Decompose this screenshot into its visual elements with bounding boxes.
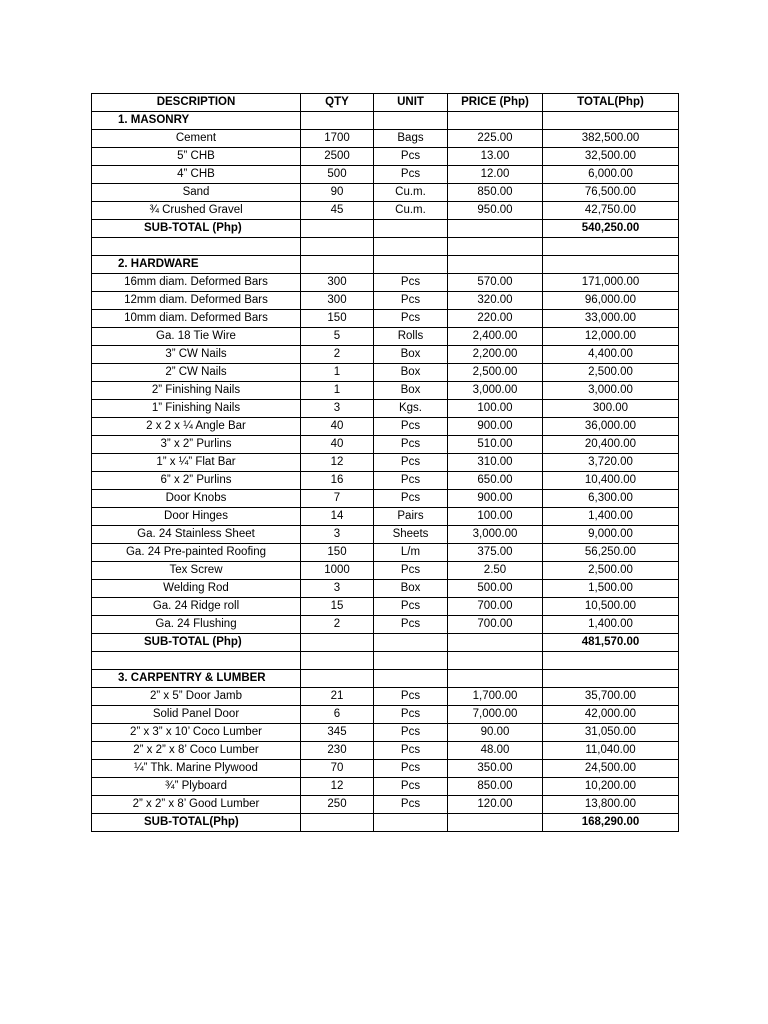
item-description: Solid Panel Door [92, 706, 301, 724]
item-qty: 21 [301, 688, 374, 706]
item-unit: Cu.m. [374, 184, 448, 202]
item-qty: 16 [301, 472, 374, 490]
item-description: 2” CW Nails [92, 364, 301, 382]
item-unit: Box [374, 346, 448, 364]
table-row [92, 472, 679, 490]
header-total: TOTAL(Php) [543, 94, 679, 112]
subtotal-value: 168,290.00 [543, 814, 679, 832]
header-price: PRICE (Php) [448, 94, 543, 112]
item-price: 375.00 [448, 544, 543, 562]
item-description: 3” x 2” Purlins [92, 436, 301, 454]
item-qty: 2 [301, 346, 374, 364]
item-price: 3,000.00 [448, 382, 543, 400]
table-row [92, 202, 679, 220]
item-unit: Pairs [374, 508, 448, 526]
header-unit: UNIT [374, 94, 448, 112]
subtotal-row [92, 814, 679, 832]
table-row [92, 778, 679, 796]
item-unit: Pcs [374, 472, 448, 490]
item-description: 3” CW Nails [92, 346, 301, 364]
item-description: 12mm diam. Deformed Bars [92, 292, 301, 310]
item-qty: 7 [301, 490, 374, 508]
item-unit: Pcs [374, 598, 448, 616]
table-row [92, 544, 679, 562]
subtotal-label: SUB-TOTAL(Php) [92, 814, 301, 832]
item-total: 31,050.00 [543, 724, 679, 742]
item-qty: 14 [301, 508, 374, 526]
subtotal-value: 481,570.00 [543, 634, 679, 652]
table-row [92, 796, 679, 814]
empty-cell [374, 112, 448, 130]
item-total: 6,300.00 [543, 490, 679, 508]
item-description: 6” x 2” Purlins [92, 472, 301, 490]
spacer-row [92, 652, 679, 670]
empty-cell [301, 112, 374, 130]
item-unit: Pcs [374, 796, 448, 814]
item-price: 650.00 [448, 472, 543, 490]
item-unit: Pcs [374, 760, 448, 778]
item-qty: 300 [301, 292, 374, 310]
item-unit: Cu.m. [374, 202, 448, 220]
item-unit: Pcs [374, 778, 448, 796]
item-description: 16mm diam. Deformed Bars [92, 274, 301, 292]
item-total: 2,500.00 [543, 562, 679, 580]
item-total: 3,000.00 [543, 382, 679, 400]
item-description: Tex Screw [92, 562, 301, 580]
empty-cell [543, 652, 679, 670]
item-price: 900.00 [448, 418, 543, 436]
table-row [92, 364, 679, 382]
empty-cell [448, 652, 543, 670]
item-total: 76,500.00 [543, 184, 679, 202]
item-description: Ga. 24 Pre-painted Roofing [92, 544, 301, 562]
item-description: Sand [92, 184, 301, 202]
item-qty: 45 [301, 202, 374, 220]
table-row [92, 310, 679, 328]
section-title: 2. HARDWARE [92, 256, 301, 274]
section-title: 1. MASONRY [92, 112, 301, 130]
table-row [92, 490, 679, 508]
item-price: 1,700.00 [448, 688, 543, 706]
item-price: 2,400.00 [448, 328, 543, 346]
item-unit: Rolls [374, 328, 448, 346]
table-row [92, 742, 679, 760]
item-total: 33,000.00 [543, 310, 679, 328]
item-qty: 500 [301, 166, 374, 184]
header-description: DESCRIPTION [92, 94, 301, 112]
item-total: 13,800.00 [543, 796, 679, 814]
table-row [92, 580, 679, 598]
table-row [92, 184, 679, 202]
item-price: 850.00 [448, 778, 543, 796]
item-total: 56,250.00 [543, 544, 679, 562]
item-total: 10,400.00 [543, 472, 679, 490]
item-qty: 150 [301, 544, 374, 562]
item-total: 42,750.00 [543, 202, 679, 220]
empty-cell [374, 814, 448, 832]
empty-cell [448, 670, 543, 688]
item-unit: Box [374, 580, 448, 598]
item-description: Ga. 24 Flushing [92, 616, 301, 634]
table-row [92, 166, 679, 184]
item-qty: 12 [301, 454, 374, 472]
subtotal-value: 540,250.00 [543, 220, 679, 238]
item-total: 24,500.00 [543, 760, 679, 778]
item-total: 6,000.00 [543, 166, 679, 184]
subtotal-row [92, 634, 679, 652]
item-unit: Box [374, 382, 448, 400]
empty-cell [301, 256, 374, 274]
empty-cell [448, 814, 543, 832]
item-total: 4,400.00 [543, 346, 679, 364]
item-price: 950.00 [448, 202, 543, 220]
item-unit: Box [374, 364, 448, 382]
table-row [92, 346, 679, 364]
item-qty: 2 [301, 616, 374, 634]
item-unit: Pcs [374, 436, 448, 454]
empty-cell [543, 112, 679, 130]
empty-cell [374, 256, 448, 274]
empty-cell [301, 670, 374, 688]
item-total: 10,500.00 [543, 598, 679, 616]
item-description: 2” x 2” x 8’ Coco Lumber [92, 742, 301, 760]
item-price: 700.00 [448, 598, 543, 616]
item-description: 2” x 2” x 8’ Good Lumber [92, 796, 301, 814]
item-total: 382,500.00 [543, 130, 679, 148]
table-row [92, 418, 679, 436]
item-description: 2” Finishing Nails [92, 382, 301, 400]
item-qty: 3 [301, 526, 374, 544]
item-total: 1,400.00 [543, 508, 679, 526]
item-unit: Pcs [374, 292, 448, 310]
item-qty: 345 [301, 724, 374, 742]
item-unit: Pcs [374, 148, 448, 166]
item-total: 300.00 [543, 400, 679, 418]
item-total: 35,700.00 [543, 688, 679, 706]
item-price: 120.00 [448, 796, 543, 814]
item-description: ¾ Crushed Gravel [92, 202, 301, 220]
empty-cell [543, 238, 679, 256]
item-qty: 150 [301, 310, 374, 328]
item-qty: 1000 [301, 562, 374, 580]
item-qty: 15 [301, 598, 374, 616]
item-total: 32,500.00 [543, 148, 679, 166]
section-header-row [92, 670, 679, 688]
item-description: Door Hinges [92, 508, 301, 526]
item-price: 320.00 [448, 292, 543, 310]
item-unit: Pcs [374, 490, 448, 508]
item-price: 12.00 [448, 166, 543, 184]
item-total: 2,500.00 [543, 364, 679, 382]
table-row [92, 274, 679, 292]
item-unit: L/m [374, 544, 448, 562]
table-row [92, 130, 679, 148]
item-description: 1” x ¼” Flat Bar [92, 454, 301, 472]
item-qty: 230 [301, 742, 374, 760]
empty-cell [301, 652, 374, 670]
table-body [92, 94, 679, 832]
header-qty: QTY [301, 94, 374, 112]
item-unit: Pcs [374, 418, 448, 436]
item-price: 2,500.00 [448, 364, 543, 382]
empty-cell [543, 256, 679, 274]
item-price: 220.00 [448, 310, 543, 328]
item-description: Welding Rod [92, 580, 301, 598]
item-price: 350.00 [448, 760, 543, 778]
item-qty: 12 [301, 778, 374, 796]
item-price: 570.00 [448, 274, 543, 292]
item-price: 510.00 [448, 436, 543, 454]
empty-cell [448, 256, 543, 274]
item-price: 7,000.00 [448, 706, 543, 724]
empty-cell [448, 634, 543, 652]
item-description: 2 x 2 x ¼ Angle Bar [92, 418, 301, 436]
table-row [92, 616, 679, 634]
empty-cell [92, 238, 301, 256]
spacer-row [92, 238, 679, 256]
item-qty: 6 [301, 706, 374, 724]
item-description: 4” CHB [92, 166, 301, 184]
empty-cell [374, 652, 448, 670]
item-description: 1” Finishing Nails [92, 400, 301, 418]
item-total: 10,200.00 [543, 778, 679, 796]
table-row [92, 508, 679, 526]
item-unit: Bags [374, 130, 448, 148]
table-row [92, 400, 679, 418]
item-qty: 1700 [301, 130, 374, 148]
item-total: 1,400.00 [543, 616, 679, 634]
item-price: 500.00 [448, 580, 543, 598]
item-price: 850.00 [448, 184, 543, 202]
item-description: 10mm diam. Deformed Bars [92, 310, 301, 328]
item-unit: Pcs [374, 742, 448, 760]
empty-cell [448, 238, 543, 256]
table-row [92, 562, 679, 580]
item-unit: Pcs [374, 562, 448, 580]
empty-cell [374, 634, 448, 652]
item-total: 96,000.00 [543, 292, 679, 310]
item-qty: 1 [301, 364, 374, 382]
item-qty: 2500 [301, 148, 374, 166]
empty-cell [374, 670, 448, 688]
item-price: 2,200.00 [448, 346, 543, 364]
item-unit: Pcs [374, 310, 448, 328]
item-price: 3,000.00 [448, 526, 543, 544]
item-total: 11,040.00 [543, 742, 679, 760]
item-price: 48.00 [448, 742, 543, 760]
table-row [92, 292, 679, 310]
empty-cell [374, 238, 448, 256]
item-total: 12,000.00 [543, 328, 679, 346]
section-header-row [92, 256, 679, 274]
table-row [92, 724, 679, 742]
item-price: 100.00 [448, 400, 543, 418]
table-row [92, 328, 679, 346]
item-description: Cement [92, 130, 301, 148]
item-qty: 300 [301, 274, 374, 292]
table-row [92, 706, 679, 724]
section-title: 3. CARPENTRY & LUMBER [92, 670, 301, 688]
item-unit: Pcs [374, 706, 448, 724]
bill-of-materials-table [91, 93, 679, 832]
item-unit: Sheets [374, 526, 448, 544]
item-price: 225.00 [448, 130, 543, 148]
table-row [92, 382, 679, 400]
item-price: 310.00 [448, 454, 543, 472]
item-total: 36,000.00 [543, 418, 679, 436]
item-price: 900.00 [448, 490, 543, 508]
item-price: 90.00 [448, 724, 543, 742]
item-qty: 1 [301, 382, 374, 400]
item-qty: 250 [301, 796, 374, 814]
table-row [92, 436, 679, 454]
item-description: Ga. 24 Ridge roll [92, 598, 301, 616]
item-unit: Kgs. [374, 400, 448, 418]
item-total: 9,000.00 [543, 526, 679, 544]
item-price: 700.00 [448, 616, 543, 634]
table-row [92, 454, 679, 472]
item-unit: Pcs [374, 454, 448, 472]
header-row [92, 94, 679, 112]
item-description: ¼” Thk. Marine Plywood [92, 760, 301, 778]
item-total: 42,000.00 [543, 706, 679, 724]
item-price: 2.50 [448, 562, 543, 580]
item-unit: Pcs [374, 274, 448, 292]
item-unit: Pcs [374, 724, 448, 742]
table-row [92, 526, 679, 544]
subtotal-label: SUB-TOTAL (Php) [92, 220, 301, 238]
item-total: 171,000.00 [543, 274, 679, 292]
empty-cell [448, 220, 543, 238]
item-unit: Pcs [374, 688, 448, 706]
section-header-row [92, 112, 679, 130]
empty-cell [301, 814, 374, 832]
item-description: Door Knobs [92, 490, 301, 508]
item-qty: 3 [301, 580, 374, 598]
item-price: 100.00 [448, 508, 543, 526]
item-description: 5” CHB [92, 148, 301, 166]
subtotal-row [92, 220, 679, 238]
item-price: 13.00 [448, 148, 543, 166]
subtotal-label: SUB-TOTAL (Php) [92, 634, 301, 652]
empty-cell [301, 238, 374, 256]
item-qty: 3 [301, 400, 374, 418]
item-qty: 40 [301, 418, 374, 436]
item-description: 2” x 3” x 10’ Coco Lumber [92, 724, 301, 742]
item-total: 20,400.00 [543, 436, 679, 454]
empty-cell [374, 220, 448, 238]
table-row [92, 688, 679, 706]
table-row [92, 148, 679, 166]
item-description: Ga. 18 Tie Wire [92, 328, 301, 346]
item-total: 1,500.00 [543, 580, 679, 598]
empty-cell [301, 220, 374, 238]
item-qty: 40 [301, 436, 374, 454]
item-unit: Pcs [374, 166, 448, 184]
empty-cell [448, 112, 543, 130]
table-row [92, 598, 679, 616]
empty-cell [92, 652, 301, 670]
item-description: Ga. 24 Stainless Sheet [92, 526, 301, 544]
item-unit: Pcs [374, 616, 448, 634]
table-row [92, 760, 679, 778]
empty-cell [301, 634, 374, 652]
item-description: ¾” Plyboard [92, 778, 301, 796]
item-description: 2” x 5” Door Jamb [92, 688, 301, 706]
empty-cell [543, 670, 679, 688]
item-qty: 90 [301, 184, 374, 202]
item-qty: 70 [301, 760, 374, 778]
item-qty: 5 [301, 328, 374, 346]
item-total: 3,720.00 [543, 454, 679, 472]
